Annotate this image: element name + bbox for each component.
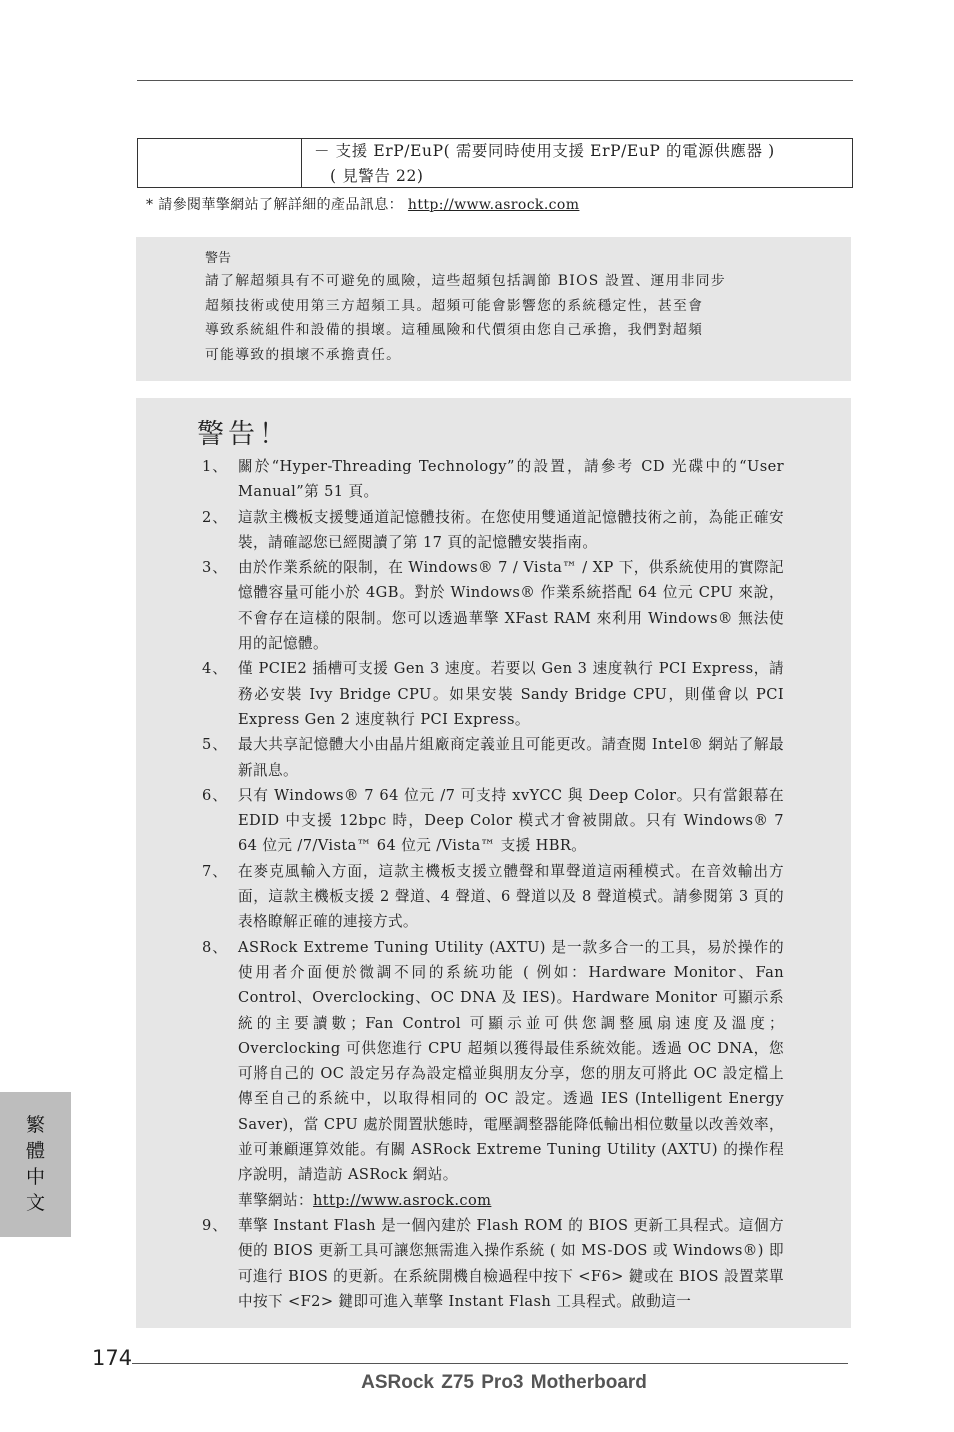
caution-body (205, 269, 785, 367)
list-item (202, 656, 784, 732)
item-text: 由於作業系統的限制，在 Windows® 7 / Vista™ / XP 下，供系統使用的實際記憶體容量可能小於 4GB。對於 Windows® 作業系統搭配 64 位元 CPU 來說，不會存在這樣的限制。您可以透過華擎 XFast RAM 來利用 Windows® 無法使用的記憶體。 (238, 559, 784, 653)
item-text: 關於“Hyper-Threading Technology”的設置，請參考 CD 光碟中的“User Manual”第 51 頁。 (238, 458, 784, 501)
list-item (202, 555, 784, 656)
asrock-site-link[interactable]: http://www.asrock.com (312, 1191, 492, 1209)
item-number: 2、 (202, 508, 228, 526)
item-number: 7、 (202, 862, 228, 880)
item-number: 4、 (202, 660, 228, 678)
bottom-rule (132, 1363, 848, 1364)
spec-table-value-cell (302, 139, 852, 187)
item-number: 3、 (202, 559, 228, 577)
item-text-block (238, 935, 784, 1213)
warning-title: 警告！ (197, 419, 290, 450)
item-text: 最大共享記憶體大小由晶片組廠商定義並且可能更改。請查閱 Intel® 網站了解最新訊息。 (238, 736, 784, 779)
warning-list (202, 454, 784, 1314)
list-item (202, 783, 784, 859)
site-label: 華擎網站： (238, 1191, 313, 1209)
caution-line: 可能導致的損壞不承擔責任。 (205, 346, 402, 363)
list-item (202, 1213, 784, 1314)
spec-line-1: － 支援 ErP/EuP( 需要同時使用支援 ErP/EuP 的電源供應器 ) (314, 142, 775, 160)
top-rule (137, 80, 853, 81)
item-number: 1、 (202, 458, 228, 475)
item-text: 只有 Windows® 7 64 位元 /7 可支持 xvYCC 與 Deep Color。只有當銀幕在 EDID 中支援 12bpc 時，Deep Color 模式才會被開啟。只有 Windows® 7 64 位元 /7/Vista™ 64 位元 /Vista™ 支援 HBR。 (238, 786, 784, 855)
page-number: 174 (92, 1346, 133, 1370)
language-label: 繁體中文 (26, 1114, 46, 1214)
spec-line-2: ( 見警告 22) (330, 167, 424, 185)
item-text: 這款主機板支援雙通道記憶體技術。在您使用雙通道記憶體技術之前，為能正確安裝，請確認您已經閱讀了第 17 頁的記憶體安裝指南。 (238, 508, 784, 551)
spec-table (137, 138, 853, 188)
item-number: 5、 (202, 736, 228, 754)
list-item (202, 732, 784, 783)
item-number: 9、 (202, 1216, 228, 1234)
footnote-link[interactable]: http://www.asrock.com (407, 197, 580, 213)
item-text: 僅 PCIE2 插槽可支援 Gen 3 速度。若要以 Gen 3 速度執行 PCI Express，請務必安裝 Ivy Bridge CPU。如果安裝 Sandy Bridge CPU，則僅會以 PCI Express Gen 2 速度執行 PCI Express。 (238, 660, 784, 728)
caution-box (136, 237, 851, 381)
spec-table-label-cell (138, 139, 302, 187)
footer-title: ASRock Z75 Pro3 Motherboard (361, 1372, 647, 1393)
caution-title: 警告 (205, 251, 232, 266)
item-text: 華擎 Instant Flash 是一個內建於 Flash ROM 的 BIOS 更新工具程式。這個方便的 BIOS 更新工具可讓您無需進入操作系統 ( 如 MS-DOS 或 Windows®) 即可進行 BIOS 的更新。在系統開機自檢過程中按下 <F6> 鍵或在 BIOS 設置菜單中按下 <F2> 鍵即可進入華擎 Instant Flash 工具程式。啟動這一 (238, 1216, 784, 1310)
list-item (202, 935, 784, 1213)
item-number: 6、 (202, 786, 228, 804)
footnote (146, 194, 579, 214)
item-text: ASRock Extreme Tuning Utility (AXTU) 是一款多合一的工具，易於操作的使用者介面便於微調不同的系統功能 ( 例如：Hardware Monitor、Fan Control、Overclocking、OC DNA 及 IES)。Hardware Monitor 可顯示系統的主要讀數；Fan Control 可顯示並可供您調整風扇速度及溫度；Overclocking 可供您進行 CPU 超頻以獲得最佳系統效能。透過 OC DNA，您可將自己的 OC 設定另存為設定檔並與朋友分享，您的朋友可將此 OC 設定檔上傳至自己的系統中，以取得相同的 OC 設定。透過 IES (Intelligent Energy Saver)，當 CPU 處於閒置狀態時，電壓調整器能降低輸出相位數量以改善效率，並可兼顧運算效能。有關 ASRock Extreme Tuning Utility (AXTU) 的操作程序說明，請造訪 ASRock 網站。 (238, 938, 784, 1184)
warning-box (136, 398, 851, 1328)
list-item (202, 859, 784, 935)
footnote-text: * 請參閱華擎網站了解詳細的產品訊息： (146, 197, 404, 213)
caution-line: 超頻技術或使用第三方超頻工具。超頻可能會影響您的系統穩定性，甚至會 (205, 297, 704, 314)
list-item (202, 505, 784, 556)
item-number: 8、 (202, 938, 228, 956)
language-side-tab (0, 1092, 71, 1237)
item-text: 在麥克風輸入方面，這款主機板支援立體聲和單聲道這兩種模式。在音效輸出方面，這款主機板支援 2 聲道、4 聲道、6 聲道以及 8 聲道模式。請參閱第 3 頁的表格瞭解正確的連接方式。 (238, 862, 784, 931)
caution-line: 導致系統組件和設備的損壞。這種風險和代價須由您自己承擔，我們對超頻 (205, 322, 704, 338)
list-item (202, 454, 784, 505)
caution-line: 請了解超頻具有不可避免的風險，這些超頻包括調節 BIOS 設置、運用非同步 (205, 273, 726, 289)
